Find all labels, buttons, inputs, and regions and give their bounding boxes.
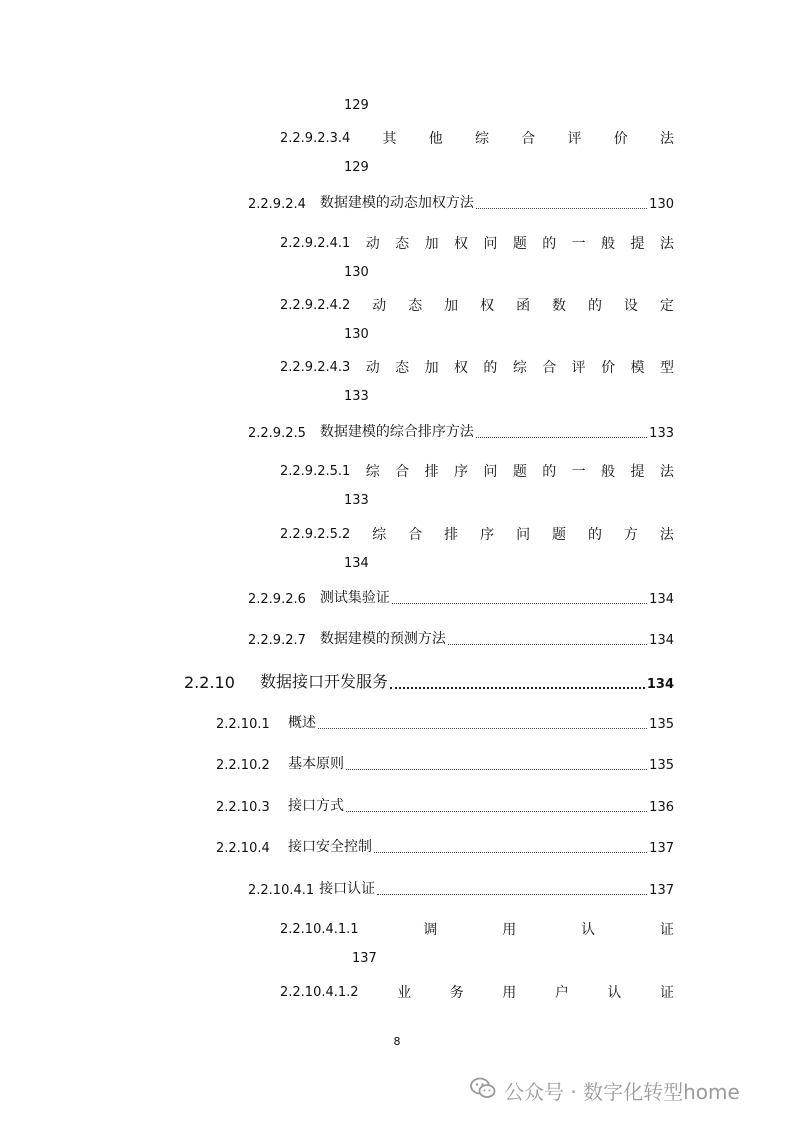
toc-title-char: 法 bbox=[659, 236, 674, 252]
toc-title-char: 排 bbox=[444, 527, 459, 543]
toc-page-number: 129 bbox=[344, 160, 369, 175]
toc-title-char: 综 bbox=[365, 464, 380, 480]
toc-entry-number: 2.2.10.4.1.2 bbox=[280, 984, 359, 1000]
toc-title-char: 态 bbox=[395, 360, 410, 376]
toc-entry[interactable] bbox=[280, 233, 674, 253]
toc-title-char: 法 bbox=[659, 527, 674, 543]
toc-page-number: 137 bbox=[352, 951, 377, 966]
toc-entry-title: 数据建模的动态加权方法 bbox=[319, 195, 474, 211]
toc-title-char: 动 bbox=[372, 298, 387, 314]
toc-entry-title: 概述 bbox=[288, 715, 316, 731]
toc-leader-dots bbox=[476, 436, 647, 438]
toc-entry-number: 2.2.9.2.4.2 bbox=[280, 297, 351, 313]
toc-title-char: 综 bbox=[512, 360, 527, 376]
toc-leader-dots bbox=[346, 768, 647, 770]
toc-title-char: 权 bbox=[453, 360, 468, 376]
toc-title-char: 价 bbox=[601, 360, 616, 376]
toc-entry[interactable] bbox=[280, 357, 674, 377]
toc-title-char: 序 bbox=[453, 464, 468, 480]
toc-title-char: 一 bbox=[571, 464, 586, 480]
toc-page-number: 137 bbox=[649, 841, 674, 856]
toc-title-char: 认 bbox=[607, 985, 622, 1001]
toc-title-char: 序 bbox=[480, 527, 495, 543]
toc-title-char: 数 bbox=[552, 298, 567, 314]
toc-leader-dots bbox=[346, 810, 647, 812]
toc-title-char: 排 bbox=[424, 464, 439, 480]
toc-title-char: 业 bbox=[397, 985, 412, 1001]
toc-title-char: 认 bbox=[581, 922, 596, 938]
toc-title-char: 综 bbox=[475, 131, 489, 147]
toc-title-char: 综 bbox=[372, 527, 387, 543]
toc-title-char: 题 bbox=[512, 236, 527, 252]
toc-leader-dots bbox=[476, 207, 647, 209]
toc-entry[interactable] bbox=[248, 192, 674, 212]
toc-entry[interactable] bbox=[216, 795, 674, 815]
toc-entry-number: 2.2.10.4.1 bbox=[248, 883, 315, 898]
toc-title-char: 的 bbox=[587, 298, 602, 314]
toc-entry-title: 接口认证 bbox=[319, 881, 376, 897]
toc-title-char: 加 bbox=[424, 360, 439, 376]
toc-entry-title: 测试集验证 bbox=[319, 590, 390, 606]
toc-entry-title: 数据建模的预测方法 bbox=[319, 631, 446, 647]
toc-page-number: 136 bbox=[649, 800, 674, 815]
toc-title-char: 用 bbox=[502, 985, 517, 1001]
toc-title-char: 问 bbox=[483, 236, 498, 252]
toc-title-char: 的 bbox=[542, 236, 557, 252]
toc-entry[interactable] bbox=[216, 753, 674, 773]
toc-entry[interactable] bbox=[248, 587, 674, 607]
toc-title-char: 题 bbox=[552, 527, 567, 543]
toc-leader-dots bbox=[392, 602, 647, 604]
toc-title-char: 的 bbox=[587, 527, 602, 543]
toc-page-number: 133 bbox=[344, 493, 369, 508]
toc-title-char: 型 bbox=[659, 360, 674, 376]
toc-title-char: 态 bbox=[408, 298, 423, 314]
toc-page-number: 133 bbox=[649, 426, 674, 441]
toc-leader-dots bbox=[377, 893, 647, 895]
toc-entry-number: 2.2.9.2.5.2 bbox=[280, 526, 351, 542]
toc-leader-dots bbox=[390, 686, 645, 689]
toc-title-char: 定 bbox=[659, 298, 674, 314]
toc-title-char: 法 bbox=[659, 131, 674, 147]
toc-title-char: 评 bbox=[567, 131, 582, 147]
toc-title-char: 加 bbox=[444, 298, 459, 314]
toc-page-number: 134 bbox=[344, 556, 369, 571]
toc-page-number: 134 bbox=[649, 592, 674, 607]
toc-entry[interactable] bbox=[248, 628, 674, 648]
toc-entry[interactable] bbox=[248, 878, 674, 898]
toc-title-char: 函 bbox=[516, 298, 531, 314]
toc-entry-number: 2.2.9.2.6 bbox=[248, 592, 306, 607]
toc-title-char: 设 bbox=[623, 298, 638, 314]
toc-entry-title: 接口安全控制 bbox=[288, 839, 372, 855]
toc-entry[interactable] bbox=[280, 524, 674, 544]
toc-title-char: 证 bbox=[659, 985, 674, 1001]
toc-title-char: 提 bbox=[630, 236, 645, 252]
toc-page-number: 129 bbox=[344, 98, 369, 113]
toc-entry-title: 接口方式 bbox=[288, 798, 344, 814]
toc-title-char: 权 bbox=[480, 298, 495, 314]
toc-title-char: 评 bbox=[571, 360, 586, 376]
toc-entry-number: 2.2.10.1 bbox=[216, 717, 270, 732]
watermark bbox=[470, 1076, 740, 1105]
toc-title-char: 用 bbox=[502, 922, 517, 938]
toc-title-char: 般 bbox=[601, 464, 616, 480]
toc-title-char: 合 bbox=[542, 360, 557, 376]
toc-entry-number: 2.2.10.4.1.1 bbox=[280, 921, 359, 937]
toc-title-char: 模 bbox=[630, 360, 645, 376]
toc-page-number: 130 bbox=[344, 265, 369, 280]
toc-title-char: 动 bbox=[365, 360, 380, 376]
toc-entry-number: 2.2.9.2.4 bbox=[248, 197, 306, 212]
toc-title-char: 题 bbox=[512, 464, 527, 480]
toc-title-char: 合 bbox=[395, 464, 410, 480]
toc-entry-title: 基本原则 bbox=[288, 756, 344, 772]
toc-title-char: 问 bbox=[483, 464, 498, 480]
toc-page-number: 130 bbox=[649, 197, 674, 212]
toc-entry-number: 2.2.9.2.5.1 bbox=[280, 463, 351, 479]
toc-entry[interactable] bbox=[280, 461, 674, 481]
toc-entry-number: 2.2.10.3 bbox=[216, 800, 270, 815]
toc-entry[interactable] bbox=[280, 128, 674, 148]
toc-title-char: 提 bbox=[630, 464, 645, 480]
toc-entry-number: 2.2.10.2 bbox=[216, 758, 270, 773]
toc-leader-dots bbox=[448, 643, 647, 645]
toc-title-char: 务 bbox=[449, 985, 464, 1001]
toc-entry-number: 2.2.9.2.3.4 bbox=[280, 130, 351, 146]
toc-entry[interactable] bbox=[248, 421, 674, 441]
toc-title-char: 证 bbox=[660, 922, 674, 938]
toc-entry[interactable] bbox=[280, 982, 674, 1002]
toc-page-number: 134 bbox=[646, 677, 674, 692]
toc-title-char: 加 bbox=[424, 236, 439, 252]
toc-title-char: 一 bbox=[571, 236, 586, 252]
toc-title-char: 的 bbox=[542, 464, 557, 480]
toc-entry[interactable] bbox=[280, 295, 674, 315]
toc-title-char: 他 bbox=[428, 131, 443, 147]
toc-leader-dots bbox=[374, 851, 647, 853]
toc-page-number: 130 bbox=[344, 327, 369, 342]
toc-entry[interactable] bbox=[216, 836, 674, 856]
toc-leader-dots bbox=[318, 727, 647, 729]
toc-entry[interactable] bbox=[280, 919, 674, 939]
toc-page-number: 137 bbox=[649, 883, 674, 898]
toc-page-number: 135 bbox=[649, 758, 674, 773]
page-footer-number: 8 bbox=[393, 1035, 401, 1048]
watermark-text: 公众号 · 数字化转型home bbox=[504, 1080, 740, 1104]
toc-title-char: 合 bbox=[521, 131, 536, 147]
toc-title-char: 户 bbox=[554, 985, 569, 1001]
toc-title-char: 般 bbox=[601, 236, 616, 252]
toc-entry[interactable] bbox=[184, 669, 674, 692]
toc-entry-number: 2.2.10 bbox=[184, 673, 235, 692]
toc-title-char: 问 bbox=[516, 527, 531, 543]
toc-title-char: 调 bbox=[423, 922, 438, 938]
toc-title-char: 方 bbox=[623, 527, 638, 543]
toc-entry-number: 2.2.9.2.7 bbox=[248, 633, 306, 648]
toc-title-char: 动 bbox=[365, 236, 380, 252]
toc-entry-number: 2.2.10.4 bbox=[216, 841, 270, 856]
toc-entry-title: 数据接口开发服务 bbox=[260, 672, 389, 691]
toc-entry-number: 2.2.9.2.4.1 bbox=[280, 235, 351, 251]
toc-title-char: 价 bbox=[613, 131, 628, 147]
toc-page-number: 135 bbox=[649, 717, 674, 732]
toc-entry-number: 2.2.9.2.4.3 bbox=[280, 359, 351, 375]
toc-entry-title: 数据建模的综合排序方法 bbox=[319, 424, 474, 440]
toc-title-char: 的 bbox=[483, 360, 498, 376]
toc-entry-number: 2.2.9.2.5 bbox=[248, 426, 306, 441]
toc-title-char: 合 bbox=[408, 527, 423, 543]
toc-page-number: 133 bbox=[344, 389, 369, 404]
wechat-icon bbox=[470, 1077, 496, 1104]
toc-title-char: 权 bbox=[453, 236, 468, 252]
toc-title-char: 态 bbox=[395, 236, 410, 252]
toc-entry[interactable] bbox=[216, 712, 674, 732]
toc-page-number: 134 bbox=[649, 633, 674, 648]
toc-title-char: 其 bbox=[382, 131, 397, 147]
toc-title-char: 法 bbox=[659, 464, 674, 480]
